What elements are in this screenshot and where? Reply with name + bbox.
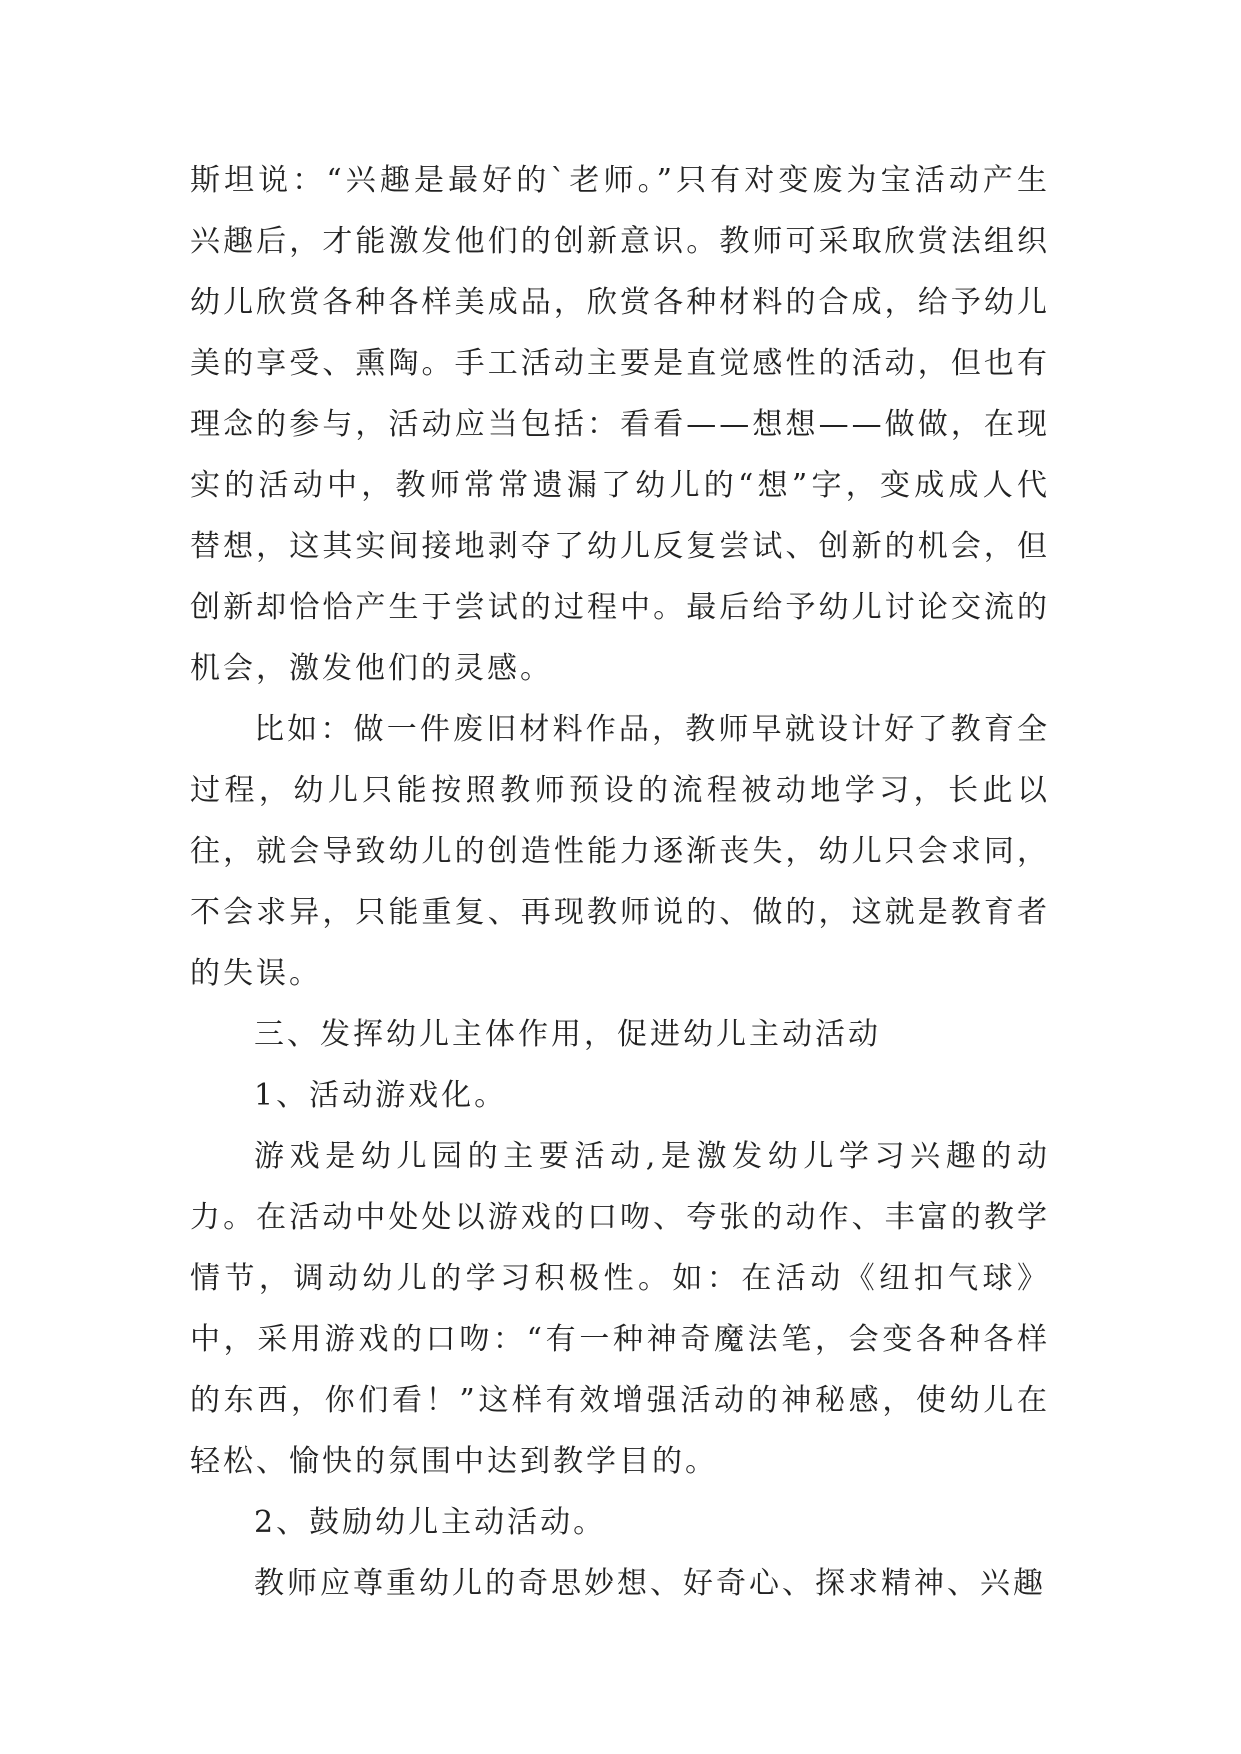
paragraph-2: 比如：做一件废旧材料作品，教师早就设计好了教育全过程，幼儿只能按照教师预设的流程被动地学习，长此以往，就会导致幼儿的创造性能力逐渐丧失，幼儿只会求同，不会求异，只能重复、再现教师说的、做的，这就是教育者的失误。 <box>190 712 1050 991</box>
subheading-2: 2、鼓励幼儿主动活动。 <box>254 1505 607 1540</box>
paragraph-3: 游戏是幼儿园的主要活动,是激发幼儿学习兴趣的动力。在活动中处处以游戏的口吻、夸张的动作、丰富的教学情节，调动幼儿的学习积极性。如：在活动《纽扣气球》中，采用游戏的口吻：“有一种神奇魔法笔，会变各种各样的东西，你们看！”这样有效增强活动的神秘感，使幼儿在轻松、愉快的氛围中达到教学目的。 <box>190 1139 1050 1479</box>
section-heading-3: 三、发挥幼儿主体作用，促进幼儿主动活动 <box>254 1017 881 1052</box>
document-body <box>190 150 1050 1614</box>
paragraph-1: 斯坦说：“兴趣是最好的`老师。”只有对变废为宝活动产生兴趣后，才能激发他们的创新意识。教师可采取欣赏法组织幼儿欣赏各种各样美成品，欣赏各种材料的合成，给予幼儿美的享受、熏陶。手工活动主要是直觉感性的活动，但也有理念的参与，活动应当包括：看看——想想——做做，在现实的活动中，教师常常遗漏了幼儿的“想”字，变成成人代替想，这其实间接地剥夺了幼儿反复尝试、创新的机会，但创新却恰恰产生于尝试的过程中。最后给予幼儿讨论交流的机会，激发他们的灵感。 <box>190 163 1050 686</box>
subheading-1: 1、活动游戏化。 <box>254 1078 508 1113</box>
paragraph-4: 教师应尊重幼儿的奇思妙想、好奇心、探求精神、兴趣 <box>254 1566 1046 1601</box>
